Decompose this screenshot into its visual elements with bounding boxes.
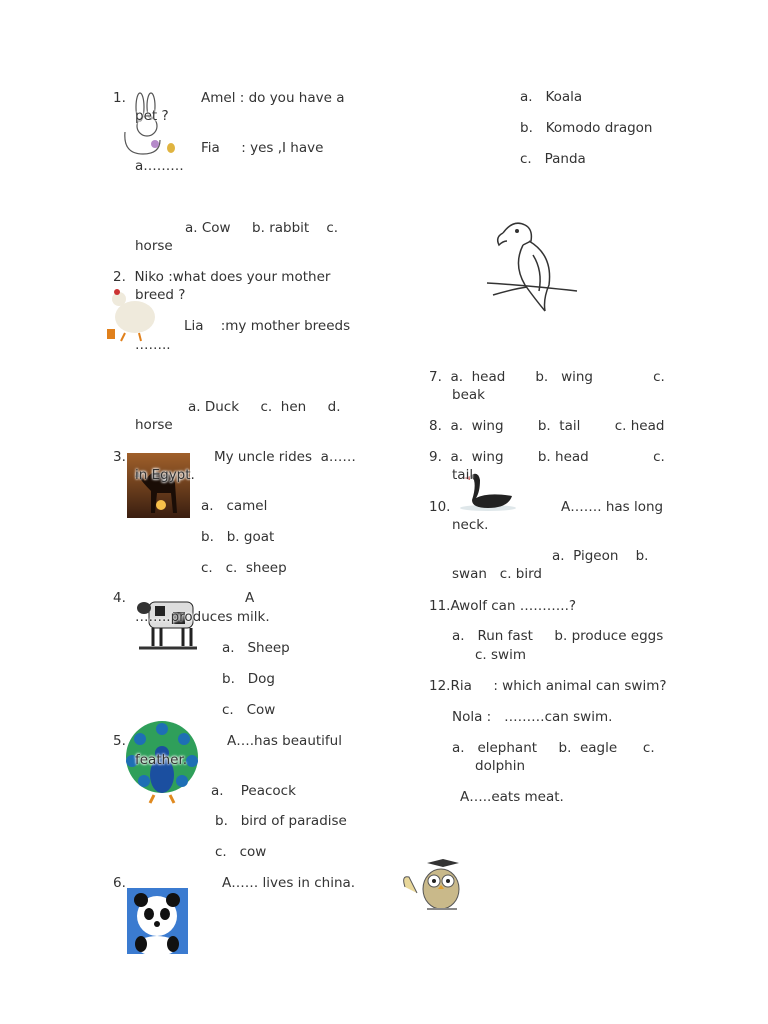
q12-line: Nola : ………can swim.: [452, 709, 613, 725]
q13-line: A…..eats meat.: [460, 789, 564, 805]
q11-line: 11.Awolf can ………..?: [429, 598, 577, 614]
q3-line: My uncle rides a……: [214, 449, 356, 465]
q2-line: breed ?: [135, 287, 186, 303]
q1-line: Amel : do you have a: [201, 90, 345, 106]
q1-line: pet ?: [135, 108, 169, 124]
q3-option: b. b. goat: [201, 529, 275, 545]
q12-options: a. elephant b. eagle c.: [452, 740, 655, 756]
q4-option: b. Dog: [222, 671, 275, 687]
q9-line: 9. a. wing b. head c.: [429, 449, 665, 465]
q10-number: 10.: [429, 499, 451, 515]
q6-option: a. Koala: [520, 89, 583, 105]
q6-line: A…… lives in china.: [222, 875, 356, 891]
q2-line: Lia :my mother breeds: [184, 318, 351, 334]
q1-options: horse: [135, 238, 173, 254]
q10-line: A……. has long: [561, 499, 664, 515]
q4-option: c. Cow: [222, 702, 276, 718]
q4-number: 4.: [113, 590, 126, 606]
q11-options: c. swim: [475, 647, 526, 663]
q2-options: a. Duck c. hen d.: [188, 399, 341, 415]
q7-line: 7. a. head b. wing c.: [429, 369, 665, 385]
q10-options: a. Pigeon b.: [552, 548, 649, 564]
q10-options: swan c. bird: [452, 566, 542, 582]
q3-number: 3.: [113, 449, 126, 465]
q12-options: dolphin: [475, 758, 526, 774]
q4-option: a. Sheep: [222, 640, 290, 656]
q3-line: in Egypt.: [135, 467, 195, 483]
q5-option: c. cow: [215, 844, 267, 860]
q1-number: 1.: [113, 90, 126, 106]
q5-option: b. bird of paradise: [215, 813, 347, 829]
q12-line: 12.Ria : which animal can swim?: [429, 678, 667, 694]
q4-line: A: [245, 590, 255, 606]
q8-line: 8. a. wing b. tail c. head: [429, 418, 665, 434]
q2-line: ……..: [135, 337, 171, 353]
camel-image: [127, 453, 190, 518]
q7-line: beak: [452, 387, 485, 403]
q2-options: horse: [135, 417, 173, 433]
q1-line: Fia : yes ,I have: [201, 140, 324, 156]
parrot-image: [483, 215, 580, 315]
q5-option: a. Peacock: [211, 783, 296, 799]
q6-option: c. Panda: [520, 151, 586, 167]
q10-line: neck.: [452, 517, 489, 533]
q1-line: a………: [135, 158, 184, 174]
owl-image: [397, 857, 477, 913]
q6-number: 6.: [113, 875, 126, 891]
q3-option: c. c. sheep: [201, 560, 287, 576]
q5-line: A….has beautiful: [227, 733, 342, 749]
panda-image: [127, 888, 188, 954]
q5-line: feather.: [135, 752, 188, 768]
q9-line: tail: [452, 467, 474, 483]
q11-options: a. Run fast b. produce eggs: [452, 628, 664, 644]
q5-number: 5.: [113, 733, 126, 749]
q6-option: b. Komodo dragon: [520, 120, 653, 136]
q2-line: 2. Niko :what does your mother: [113, 269, 331, 285]
q3-option: a. camel: [201, 498, 268, 514]
q4-line: ……..produces milk.: [135, 609, 270, 625]
q1-options: a. Cow b. rabbit c.: [185, 220, 339, 236]
